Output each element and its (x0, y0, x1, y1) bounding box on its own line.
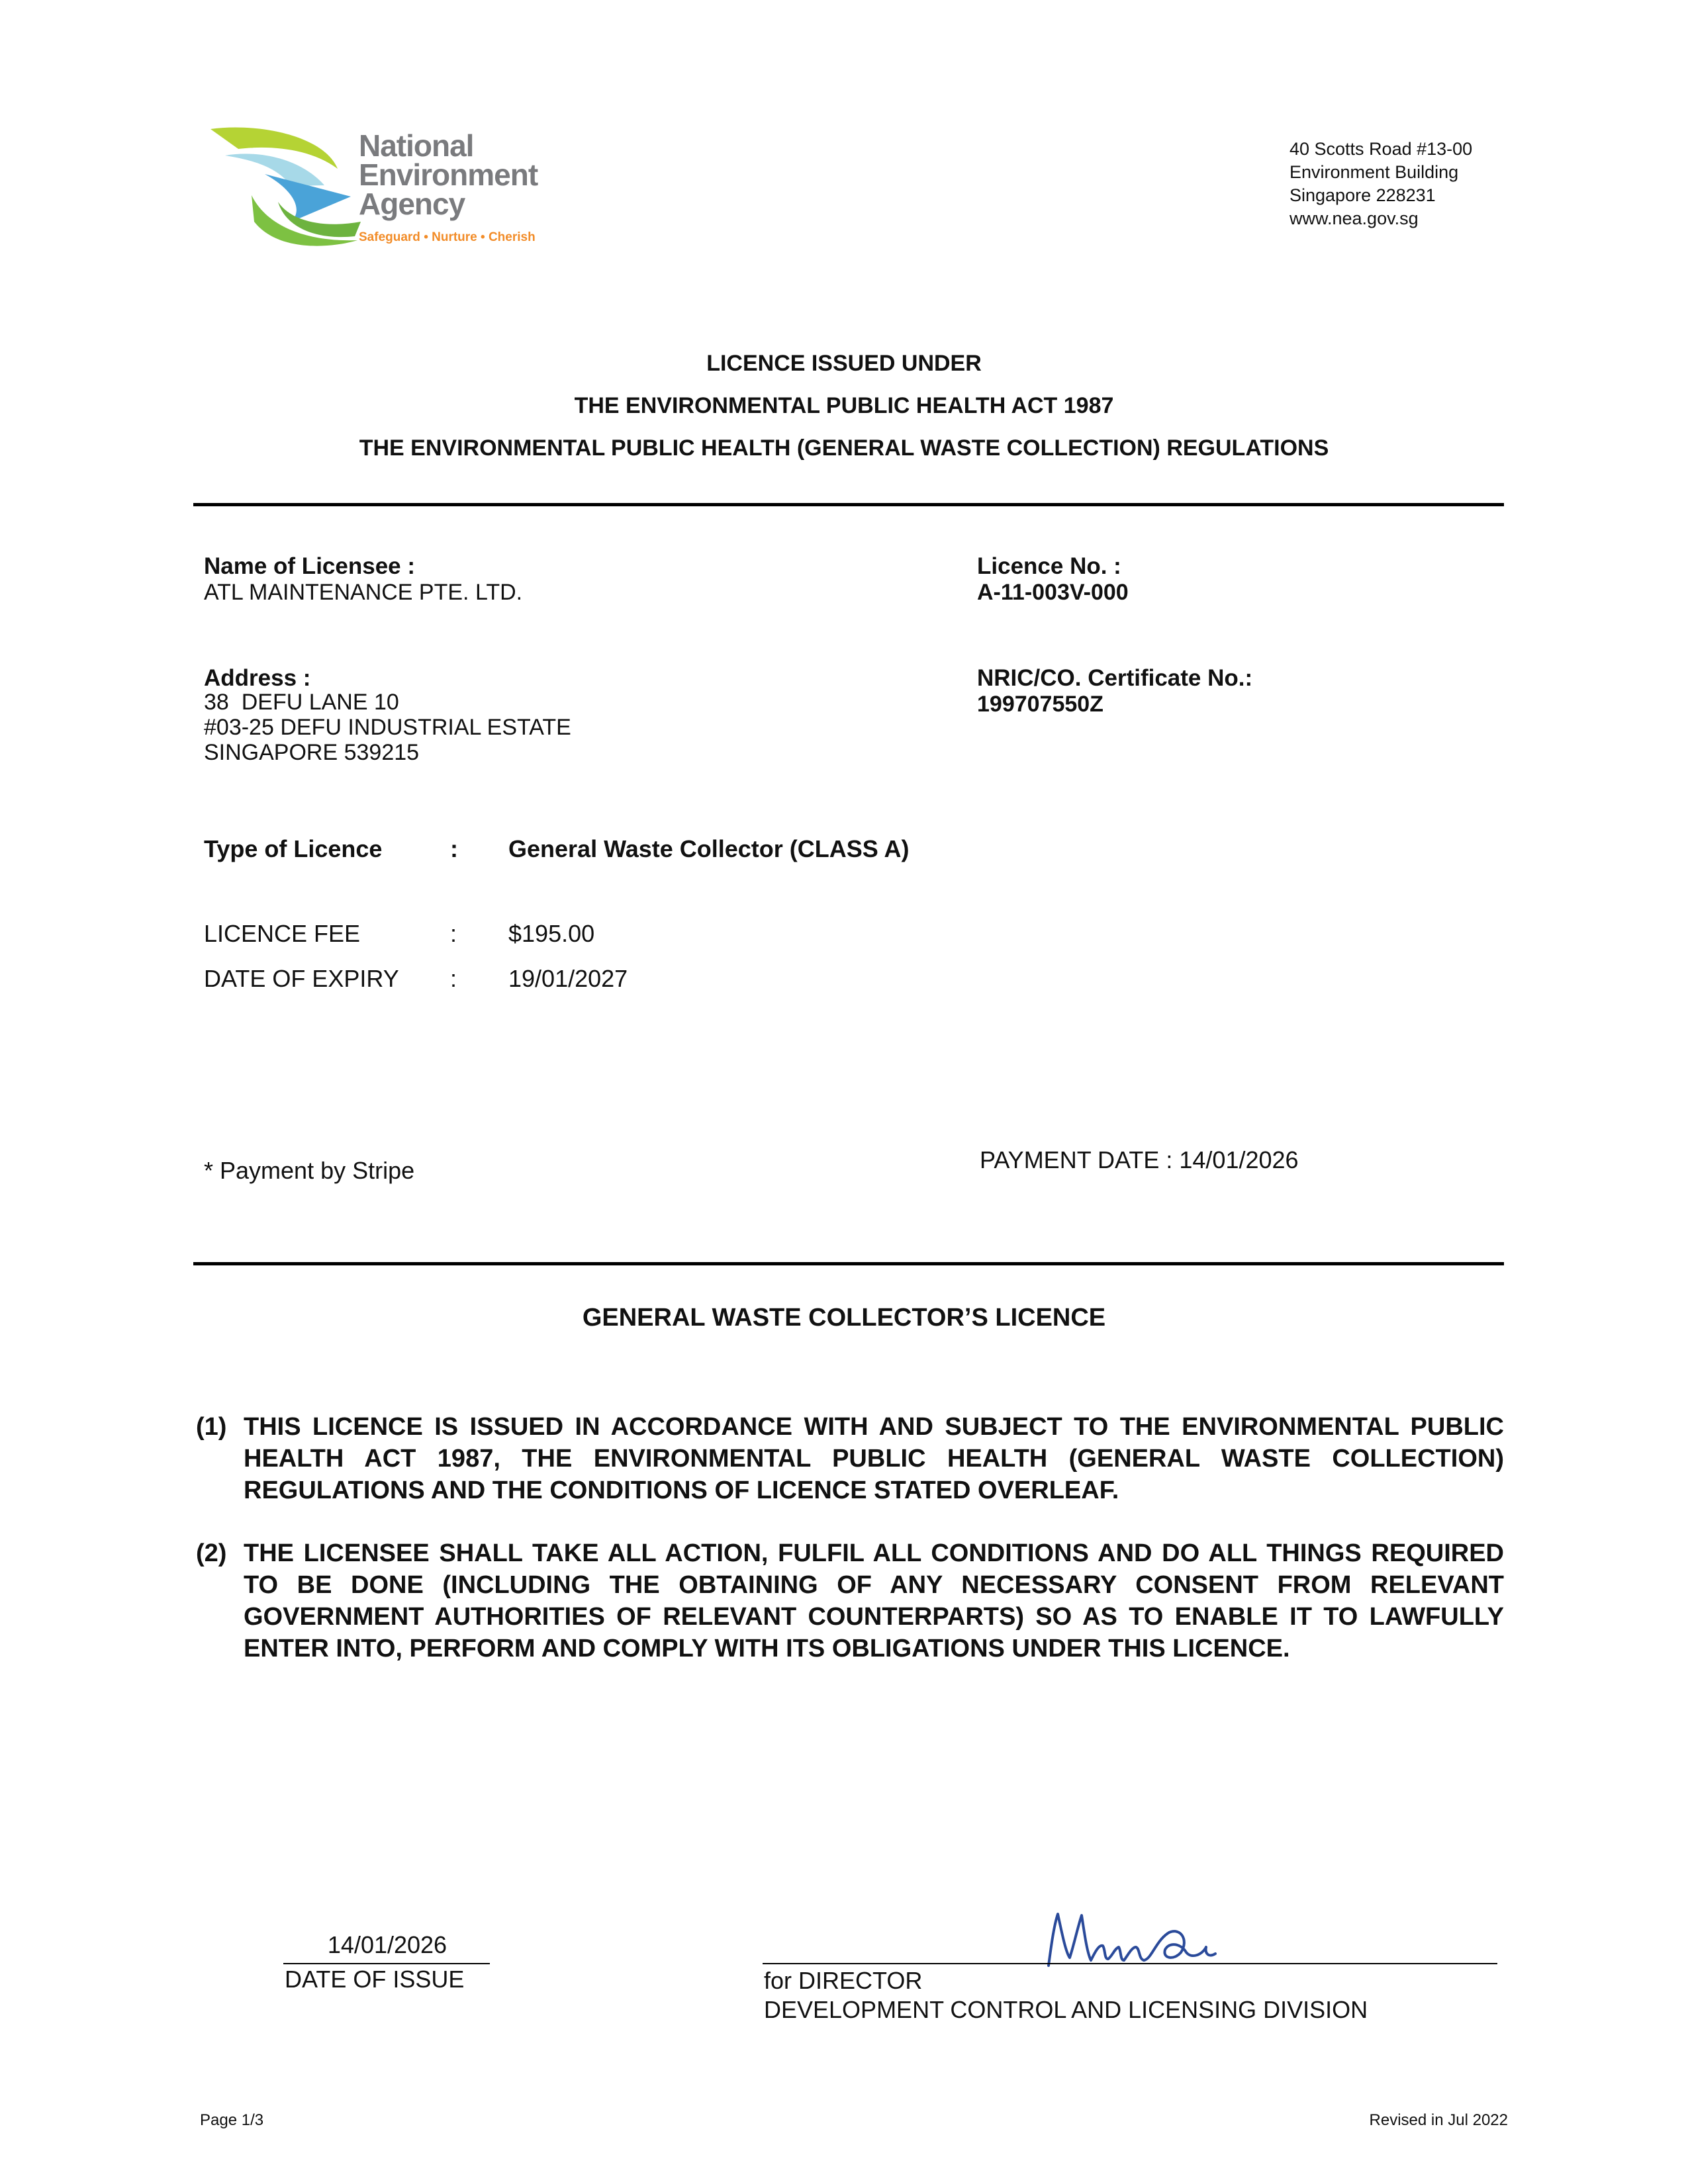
address-label: Address : (204, 665, 311, 691)
licence-fee-label: LICENCE FEE (204, 920, 361, 947)
heading-line-1: LICENCE ISSUED UNDER (706, 351, 982, 376)
section-title: GENERAL WASTE COLLECTOR’S LICENCE (582, 1304, 1106, 1332)
licence-no-label: Licence No. : (977, 553, 1121, 579)
payment-date: PAYMENT DATE : 14/01/2026 (980, 1146, 1299, 1173)
licence-fee-value: $195.00 (508, 920, 595, 947)
page-number: Page 1/3 (200, 2111, 264, 2129)
name-of-licensee-label: Name of Licensee : (204, 553, 415, 579)
date-of-expiry-label: DATE OF EXPIRY (204, 965, 399, 992)
address-line: 40 Scotts Road #13-00 (1289, 139, 1473, 159)
licensee-address-line: SINGAPORE 539215 (204, 740, 420, 765)
licensee-address-line: #03-25 DEFU INDUSTRIAL ESTATE (204, 715, 571, 740)
type-colon: : (450, 835, 458, 862)
type-of-licence-value: General Waste Collector (CLASS A) (508, 835, 910, 862)
clause-1 (196, 1411, 1504, 1506)
top-divider (193, 503, 1504, 506)
clause-text: THE LICENSEE SHALL TAKE ALL ACTION, FULFIL ALL CONDITIONS AND DO ALL THINGS REQUIRED TO BE DONE (INCLUDING THE OBTAINING OF ANY NECESSARY CONSENT FROM RELEVANT GOVERNMENT AUTHORITIES OF RELEVANT COUNTERPARTS) SO AS TO ENABLE IT TO LAWFULLY ENTER INTO, PERFORM AND COMPLY WITH ITS OBLIGATIONS UNDER THIS LICENCE. (244, 1539, 1504, 1662)
licensee-address (204, 690, 571, 765)
date-of-expiry-value: 19/01/2027 (508, 965, 628, 992)
address-line: Singapore 228231 (1289, 185, 1436, 205)
issue-date-underline (283, 1963, 490, 1964)
logo-wordmark: National Environment Agency (359, 128, 538, 221)
licence-no-value: A-11-003V-000 (977, 580, 1129, 605)
expiry-colon: : (450, 965, 457, 992)
revision-note: Revised in Jul 2022 (1369, 2111, 1508, 2129)
clause-text: THIS LICENCE IS ISSUED IN ACCORDANCE WITH AND SUBJECT TO THE ENVIRONMENTAL PUBLIC HEALTH ACT 1987, THE ENVIRONMENTAL PUBLIC HEALTH (GENERAL WASTE COLLECTION) REGULATIONS AND THE CONDITIONS OF LICENCE STATED OVERLEAF. (244, 1413, 1504, 1504)
licensee-name: ATL MAINTENANCE PTE. LTD. (204, 580, 523, 605)
issue-date: 14/01/2026 (327, 1931, 447, 1958)
website-link[interactable]: www.nea.gov.sg (1289, 208, 1419, 228)
certificate-no-value: 199707550Z (977, 692, 1103, 717)
date-of-issue-label: DATE OF ISSUE (285, 1966, 465, 1993)
division-name: DEVELOPMENT CONTROL AND LICENSING DIVISION (764, 1996, 1368, 2023)
agency-address (1289, 138, 1472, 230)
type-of-licence-label: Type of Licence (204, 835, 383, 862)
director-signature (1039, 1906, 1238, 1972)
logo-tagline: Safeguard • Nurture • Cherish (359, 230, 536, 244)
payment-method: * Payment by Stripe (204, 1157, 415, 1184)
licensee-address-line: 38 DEFU LANE 10 (204, 690, 399, 715)
fee-colon: : (450, 920, 457, 947)
certificate-no-label: NRIC/CO. Certificate No.: (977, 665, 1253, 691)
clause-2 (196, 1537, 1504, 1664)
address-line: Environment Building (1289, 162, 1459, 182)
clause-number: (2) (196, 1539, 227, 1567)
heading-line-2: THE ENVIRONMENTAL PUBLIC HEALTH ACT 1987 (574, 393, 1114, 418)
clause-number: (1) (196, 1413, 227, 1441)
middle-divider (193, 1262, 1504, 1265)
heading-line-3: THE ENVIRONMENTAL PUBLIC HEALTH (GENERAL WASTE COLLECTION) REGULATIONS (359, 435, 1329, 461)
for-director: for DIRECTOR (764, 1967, 923, 1994)
signature-line (763, 1963, 1497, 1964)
